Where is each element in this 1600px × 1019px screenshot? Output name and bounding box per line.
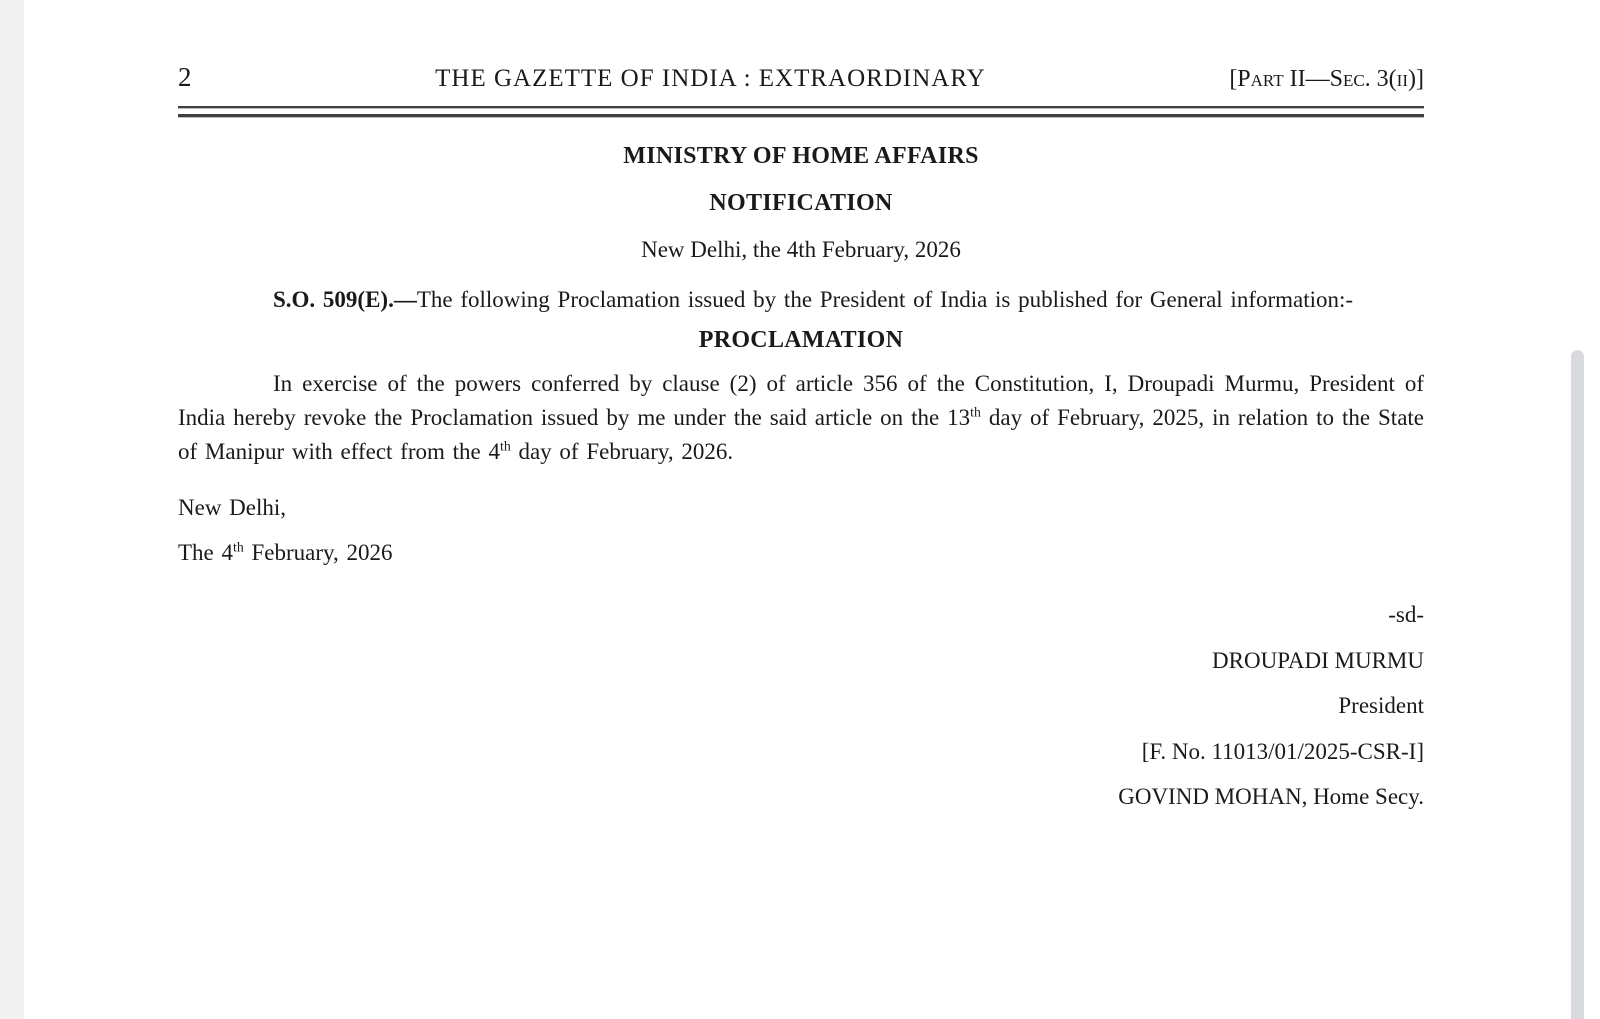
signed-marker: -sd- [1388, 602, 1424, 627]
ministry-heading: MINISTRY OF HOME AFFAIRS [623, 143, 979, 169]
notification-heading: NOTIFICATION [709, 190, 893, 216]
so-number: S.O. 509(E).— [273, 287, 417, 312]
page-number: 2 [178, 62, 192, 92]
proclamation-text-2: day of February, 2025, in relation to the State of Manipur with effect from the 4 [178, 405, 1424, 464]
date-line [178, 538, 1424, 568]
proclamation-text-1: In exercise of the powers conferred by clause (2) of article 356 of the Constitution, I, Droupadi Murmu, President of India hereby revoke the Proclamation issued by me under the said article on the 13 [178, 371, 1424, 430]
so-paragraph [178, 283, 1424, 317]
viewer-left-gutter [0, 0, 24, 1019]
president-designation: President [1338, 693, 1424, 718]
header-rule-top [178, 106, 1424, 108]
place-line: New Delhi, [178, 495, 287, 520]
ordinal-suffix: th [233, 539, 244, 555]
date-text-2: February, 2026 [243, 540, 393, 565]
proclamation-heading: PROCLAMATION [698, 327, 904, 353]
ordinal-suffix: th [970, 404, 981, 420]
date-text-1: The 4 [178, 540, 234, 565]
scrollbar-thumb[interactable] [1571, 350, 1584, 1019]
running-header [178, 62, 1424, 93]
gazette-title: THE GAZETTE OF INDIA : EXTRAORDINARY [435, 65, 986, 92]
part-section-label: [Part II—Sec. 3(ii)] [1229, 66, 1424, 92]
signature-block [178, 592, 1424, 820]
ordinal-suffix: th [499, 438, 511, 454]
proclamation-paragraph [178, 367, 1424, 469]
president-name: DROUPADI MURMU [1212, 647, 1424, 673]
home-secretary-name: GOVIND MOHAN, Home Secy. [1118, 784, 1424, 809]
header-rule-bottom [178, 114, 1424, 117]
proclamation-text-3: day of February, 2026. [510, 439, 734, 464]
page-content [178, 62, 1424, 820]
file-number: [F. No. 11013/01/2025-CSR-I] [1141, 738, 1424, 764]
so-text: The following Proclamation issued by the President of India is published for General information:- [416, 287, 1354, 312]
gazette-page [24, 0, 1584, 1019]
notification-dateline: New Delhi, the 4th February, 2026 [641, 237, 961, 262]
